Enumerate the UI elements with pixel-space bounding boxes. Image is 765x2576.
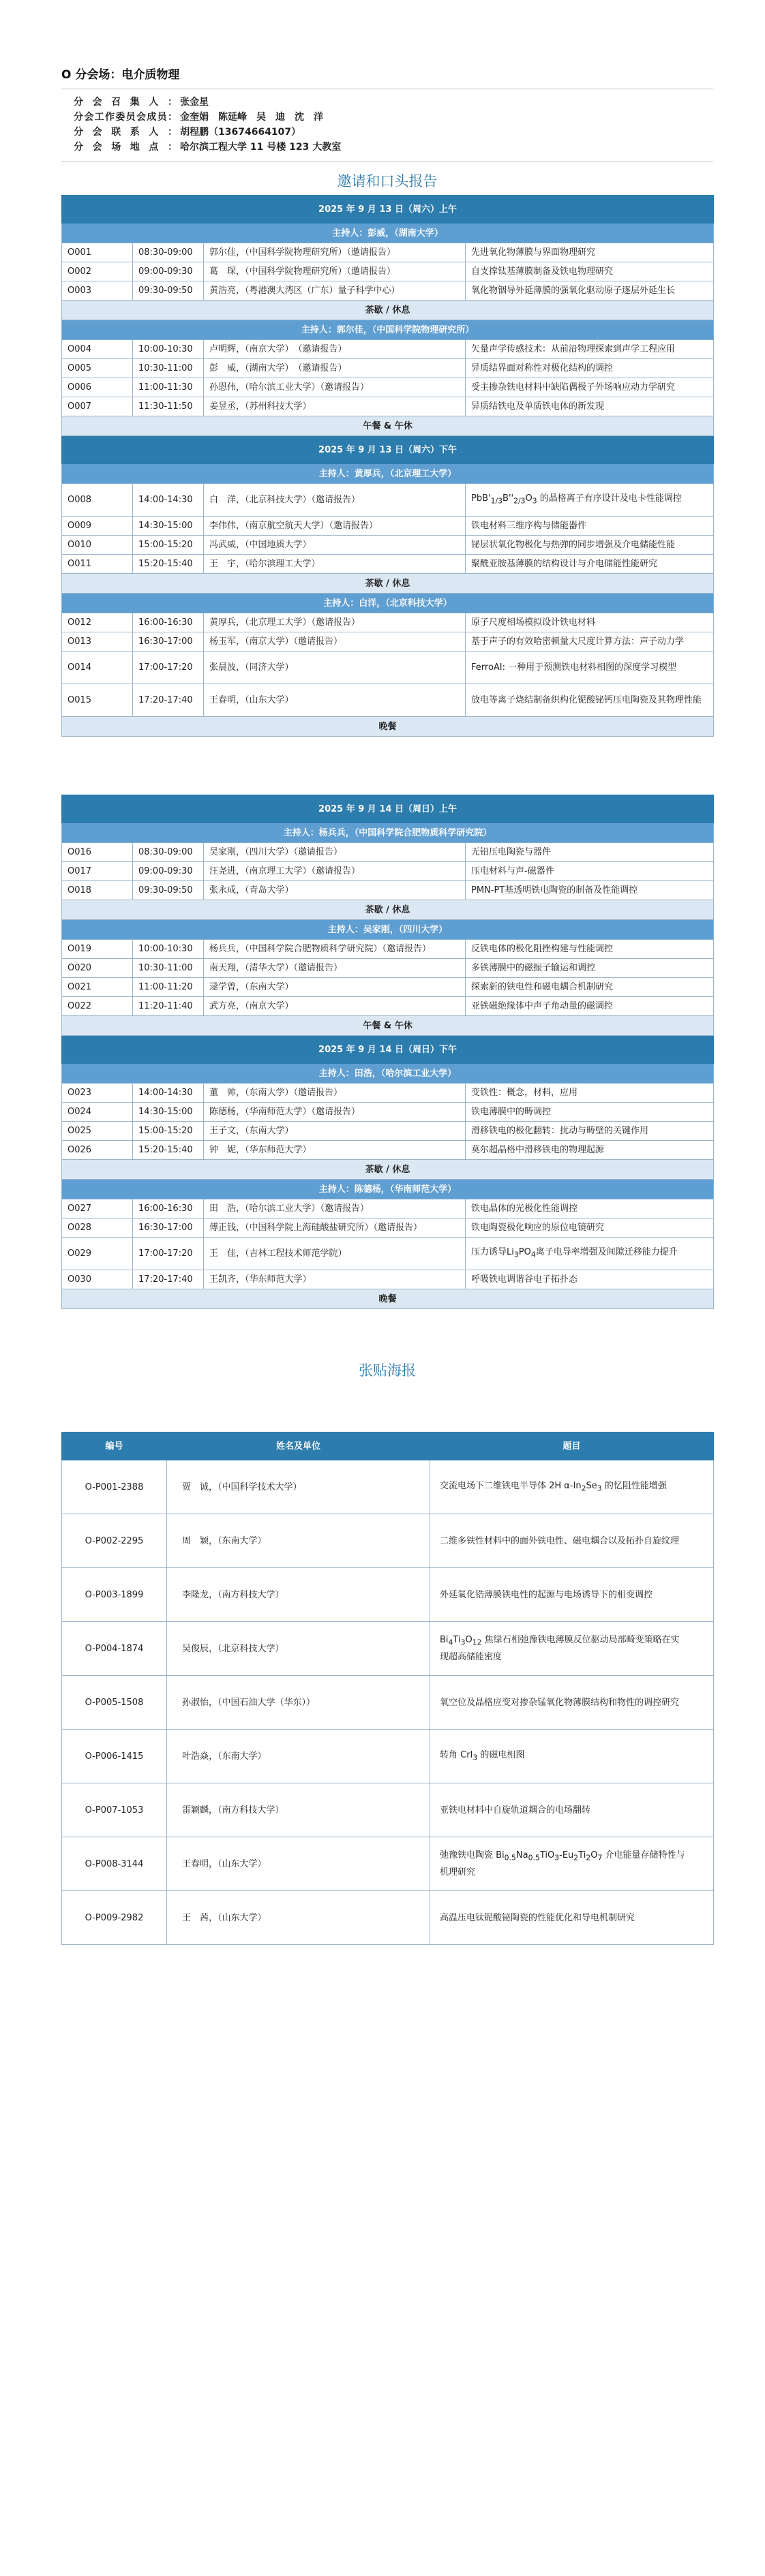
talk-row [62,1218,714,1238]
talk-speaker: 孙恩伟，（哈尔滨工业大学）（邀请报告） [204,378,466,397]
talk-row [62,359,714,378]
info-key: 分会联系人： [74,127,177,138]
talk-time: 10:30-11:00 [133,959,204,978]
poster-id: O-P005-1508 [62,1676,167,1730]
talk-title: 莫尔超晶格中滑移铁电的物理起源 [466,1141,714,1160]
talk-row [62,1141,714,1160]
talk-time: 10:00-10:30 [133,340,204,359]
talk-row [62,651,714,684]
talk-speaker: 彭 威，（湖南大学） （邀请报告） [204,359,466,378]
page [61,65,713,1945]
talk-id: O029 [62,1238,133,1270]
talk-id: O013 [62,632,133,651]
poster-heading: 张贴海报 [359,1362,416,1379]
talk-row [62,397,714,416]
talk-speaker: 王凯齐，（华东师范大学） [204,1270,466,1289]
poster-title: 弛豫铁电陶瓷 $Bi_{0.5}Na_{0.5}TiO_3-Eu_2Ti_2O_7$ 介电能量存储特性与机理研究 [430,1837,714,1891]
program-table [61,195,714,737]
talk-time: 17:20-17:40 [133,1270,204,1289]
spacer [61,1309,713,1357]
talk-time: 15:20-15:40 [133,1141,204,1160]
poster-row [62,1568,714,1622]
talk-row [62,1084,714,1103]
chair-row-label: 主持人：彭威，（湖南大学） [62,224,714,243]
poster-id: O-P006-1415 [62,1730,167,1783]
poster-row [62,1891,714,1945]
program-schedule [61,195,713,1309]
talk-title: FerroAI: 一种用于预测铁电材料相图的深度学习模型 [466,651,714,684]
talk-title: 铁电晶体的光极化性能调控 [466,1199,714,1218]
poster-title: $Bi_4Ti_3O_{12}$ 焦绿石相弛豫铁电薄膜反位驱动局部畸变策略在实现超高储能密度 [430,1622,714,1676]
talk-time: 09:00-09:30 [133,862,204,881]
break-row [62,1160,714,1180]
talk-speaker: 杨玉军，（南京大学）（邀请报告） [204,632,466,651]
poster-id: O-P001-2388 [62,1460,167,1514]
info-key: 分会召集人： [74,97,177,108]
talk-row [62,536,714,555]
poster-author: 叶浩焱，（东南大学） [167,1730,430,1783]
talk-row [62,684,714,717]
poster-title: 氧空位及晶格应变对掺杂锰氧化物薄膜结构和物性的调控研究 [430,1676,714,1730]
talk-row [62,1103,714,1122]
talk-title: 呼吸铁电调谐谷电子拓扑态 [466,1270,714,1289]
talk-speaker: 李伟伟，（南京航空航天大学）（邀请报告） [204,517,466,536]
break-row-label: 午餐 & 午休 [62,1016,714,1036]
talk-time: 09:30-09:50 [133,881,204,900]
talk-row [62,843,714,862]
info-value: 胡程鹏（13674664107） [180,127,301,138]
talk-speaker: 郭尔佳，（中国科学院物理研究所）（邀请报告） [204,243,466,262]
poster-id: O-P009-2982 [62,1891,167,1945]
talk-speaker: 杨兵兵，（中国科学院合肥物质科学研究院）（邀请报告） [204,940,466,959]
talk-title: 氧化物铟导外延薄膜的强氧化驱动原子逐层外延生长 [466,281,714,301]
talk-title: $PbB'_{1/3}B''_{2/3}O_3$ 的晶格离子有序设计及电卡性能调控 [466,484,714,517]
talk-row [62,862,714,881]
poster-row [62,1676,714,1730]
talk-time: 15:00-15:20 [133,536,204,555]
talk-speaker: 王春明，（山东大学） [204,684,466,717]
info-value: 张金星 [180,97,209,108]
chair-row [62,1064,714,1084]
break-row-label: 茶歇 / 休息 [62,574,714,594]
chair-row [62,224,714,243]
talk-id: O007 [62,397,133,416]
day-header [62,1036,714,1064]
talk-time: 14:00-14:30 [133,1084,204,1103]
talk-speaker: 张永成，（青岛大学） [204,881,466,900]
chair-row [62,920,714,940]
talk-title: 原子尺度相场模拟设计铁电材料 [466,613,714,632]
talk-title: 异质结界面对称性对极化结构的调控 [466,359,714,378]
talk-id: O009 [62,517,133,536]
poster-id: O-P008-3144 [62,1837,167,1891]
talk-time: 16:00-16:30 [133,1199,204,1218]
talk-speaker: 卢明辉，（南京大学） （邀请报告） [204,340,466,359]
talk-row [62,632,714,651]
talk-title: PMN-PT基透明铁电陶瓷的制备及性能调控 [466,881,714,900]
talk-id: O016 [62,843,133,862]
talk-row [62,1238,714,1270]
talk-title: 自支撑钛基薄膜制备及铁电物理研究 [466,262,714,281]
break-row [62,717,714,737]
talk-title: 压电材料与声-磁器件 [466,862,714,881]
talk-time: 10:30-11:00 [133,359,204,378]
talk-id: O026 [62,1141,133,1160]
break-row-label: 茶歇 / 休息 [62,900,714,920]
talk-id: O019 [62,940,133,959]
info-value: 金奎娟 陈延峰 吴 迪 沈 洋 [180,112,323,123]
talk-time: 14:30-15:00 [133,517,204,536]
talk-speaker: 武方亮，（南京大学） [204,997,466,1016]
poster-id: O-P003-1899 [62,1568,167,1622]
talk-id: O015 [62,684,133,717]
info-key: 分会场地点： [74,142,177,153]
talk-speaker: 王 宇，（哈尔滨理工大学） [204,555,466,574]
talk-id: O001 [62,243,133,262]
poster-author: 王春明，（山东大学） [167,1837,430,1891]
break-row-label: 晚餐 [62,1289,714,1309]
talk-title: 铁电材料三维序构与储能器件 [466,517,714,536]
info-row-convener [61,95,713,110]
info-row-contact [61,125,713,140]
poster-author: 孙淑怡，（中国石油大学（华东）） [167,1676,430,1730]
talk-time: 10:00-10:30 [133,940,204,959]
talk-title: 受主掺杂铁电材料中缺陷偶极子外场响应动力学研究 [466,378,714,397]
poster-title: 交流电场下二维铁电半导体 2H $\alpha-In_2Se_3$ 的忆阻性能增强 [430,1460,714,1514]
talk-id: O004 [62,340,133,359]
talk-time: 09:30-09:50 [133,281,204,301]
talk-speaker: 钟 妮，（华东师范大学） [204,1141,466,1160]
day-header-label: 2025 年 9 月 13 日（周六）下午 [62,436,714,464]
poster-title: 二维多铁性材料中的面外铁电性、磁电耦合以及拓扑自旋纹理 [430,1514,714,1568]
poster-author: 贾 诚，（中国科学技术大学） [167,1460,430,1514]
talk-id: O027 [62,1199,133,1218]
talk-row [62,262,714,281]
talk-id: O028 [62,1218,133,1238]
day-header-label: 2025 年 9 月 14 日（周日）下午 [62,1036,714,1064]
talk-title: 基于声子的有效哈密顿量大尺度计算方法：声子动力学 [466,632,714,651]
chair-row-label: 主持人：陈德杨，（华南师范大学） [62,1180,714,1199]
header-id: 编号 [62,1432,167,1460]
talk-time: 11:30-11:50 [133,397,204,416]
talk-time: 16:30-17:00 [133,632,204,651]
talk-row [62,1270,714,1289]
break-row [62,1289,714,1309]
talk-speaker: 吴家刚，（四川大学）（邀请报告） [204,843,466,862]
chair-row-label: 主持人：郭尔佳，（中国科学院物理研究所） [62,320,714,340]
talk-row [62,978,714,997]
talk-speaker: 南天翔，（清华大学）（邀请报告） [204,959,466,978]
talk-speaker: 冯武威，（中国地质大学） [204,536,466,555]
poster-title: 亚铁电材料中自旋轨道耦合的电场翻转 [430,1783,714,1837]
break-row [62,416,714,436]
talk-id: O003 [62,281,133,301]
poster-row [62,1783,714,1837]
break-row [62,1016,714,1036]
talk-title: 放电等离子烧结制备织构化铌酸铋钙压电陶瓷及其物理性能 [466,684,714,717]
talk-speaker: 王 佳，（吉林工程技术师范学院） [204,1238,466,1270]
talk-time: 16:00-16:30 [133,613,204,632]
talk-id: O030 [62,1270,133,1289]
talk-title: 先进氧化物薄膜与界面物理研究 [466,243,714,262]
poster-row [62,1514,714,1568]
talk-time: 09:00-09:30 [133,262,204,281]
talk-id: O018 [62,881,133,900]
talk-speaker: 黄厚兵，（北京理工大学）（邀请报告） [204,613,466,632]
talk-id: O021 [62,978,133,997]
talk-title: 铁电陶瓷极化响应的原位电镜研究 [466,1218,714,1238]
chair-row [62,464,714,484]
talk-speaker: 黄浩亮，（粤港澳大湾区（广东）量子科学中心） [204,281,466,301]
talk-title: 探索新的铁电性和磁电耦合机制研究 [466,978,714,997]
talk-row [62,243,714,262]
program-table [61,795,714,1309]
talk-time: 15:20-15:40 [133,555,204,574]
talk-id: O024 [62,1103,133,1122]
day-header-label: 2025 年 9 月 14 日（周日）上午 [62,795,714,823]
info-row-location [61,140,713,155]
poster-author: 王 茜，（山东大学） [167,1891,430,1945]
talk-title: 铁电薄膜中的畴调控 [466,1103,714,1122]
day-header-label: 2025 年 9 月 13 日（周六）上午 [62,196,714,224]
talk-id: O010 [62,536,133,555]
talk-time: 17:00-17:20 [133,651,204,684]
talk-title: 多铁薄膜中的磁振子输运和调控 [466,959,714,978]
talk-time: 14:30-15:00 [133,1103,204,1122]
chair-row-label: 主持人：黄厚兵，（北京理工大学） [62,464,714,484]
chair-row-label: 主持人：田浩，（哈尔滨工业大学） [62,1064,714,1084]
poster-title: 高温压电钛铌酸铋陶瓷的性能优化和导电机制研究 [430,1891,714,1945]
poster-author: 李隆龙，（南方科技大学） [167,1568,430,1622]
break-row [62,900,714,920]
talk-id: O008 [62,484,133,517]
talk-title: 异质结铁电及单质铁电体的新发现 [466,397,714,416]
talk-title: 滑移铁电的极化翻转：扰动与畴壁的关键作用 [466,1122,714,1141]
break-row [62,574,714,594]
talk-speaker: 董 帅，（东南大学）（邀请报告） [204,1084,466,1103]
talk-title: 无铅压电陶瓷与器件 [466,843,714,862]
talk-id: O017 [62,862,133,881]
talk-time: 11:00-11:30 [133,378,204,397]
info-value: 哈尔滨工程大学 11 号楼 123 大教室 [180,142,342,153]
talk-id: O014 [62,651,133,684]
talk-id: O022 [62,997,133,1016]
break-row-label: 茶歇 / 休息 [62,301,714,320]
talk-row [62,613,714,632]
poster-row [62,1837,714,1891]
header-author: 姓名及单位 [167,1432,430,1460]
talk-speaker: 王子文，（东南大学） [204,1122,466,1141]
talk-time: 08:30-09:00 [133,243,204,262]
session-title: O 分会场：电介质物理 [61,68,180,82]
talk-id: O025 [62,1122,133,1141]
talk-id: O005 [62,359,133,378]
chair-row-label: 主持人：吴家刚，（四川大学） [62,920,714,940]
talk-time: 16:30-17:00 [133,1218,204,1238]
break-row [62,301,714,320]
talk-row [62,997,714,1016]
talk-speaker: 姜昱丞，（苏州科技大学） [204,397,466,416]
talk-speaker: 陈德杨，（华南师范大学）（邀请报告） [204,1103,466,1122]
talk-row [62,1122,714,1141]
talk-id: O002 [62,262,133,281]
talk-time: 15:00-15:20 [133,1122,204,1141]
poster-row [62,1622,714,1676]
talk-time: 08:30-09:00 [133,843,204,862]
talk-time: 17:00-17:20 [133,1238,204,1270]
poster-author: 吴俊辰，（北京科技大学） [167,1622,430,1676]
chair-row-label: 主持人：杨兵兵，（中国科学院合肥物质科学研究院） [62,823,714,843]
talk-time: 14:00-14:30 [133,484,204,517]
chair-row [62,320,714,340]
talk-title: 亚铁磁绝缘体中声子角动量的磁调控 [466,997,714,1016]
day-header [62,436,714,464]
talk-title: 聚酰亚胺基薄膜的结构设计与介电储能性能研究 [466,555,714,574]
talk-id: O012 [62,613,133,632]
break-row-label: 茶歇 / 休息 [62,1160,714,1180]
day-header [62,196,714,224]
talk-row [62,940,714,959]
talk-row [62,484,714,517]
info-key: 分会工作委员会成员： [74,112,177,123]
poster-author: 雷颖麟，（南方科技大学） [167,1783,430,1837]
talk-speaker: 田 浩，（哈尔滨工业大学）（邀请报告） [204,1199,466,1218]
talk-title: 压力诱导$Li_3PO_4$离子电导率增强及间隙迁移能力提升 [466,1238,714,1270]
talk-row [62,881,714,900]
talk-speaker: 逯学曾，（东南大学） [204,978,466,997]
poster-table [61,1432,714,1945]
chair-row [62,594,714,613]
talk-row [62,1199,714,1218]
spacer [61,737,713,795]
talk-row [62,378,714,397]
invited-heading: 邀请和口头报告 [337,173,438,189]
poster-title: 外延氧化锆薄膜铁电性的起源与电场诱导下的相变调控 [430,1568,714,1622]
poster-id: O-P002-2295 [62,1514,167,1568]
talk-time: 11:00-11:20 [133,978,204,997]
chair-row-label: 主持人：白洋，（北京科技大学） [62,594,714,613]
talk-speaker: 白 洋，（北京科技大学）（邀请报告） [204,484,466,517]
talk-speaker: 汪尧进，（南京理工大学）（邀请报告） [204,862,466,881]
poster-header-row [62,1432,714,1460]
header-title: 题目 [430,1432,714,1460]
talk-row [62,555,714,574]
talk-row [62,959,714,978]
break-row-label: 晚餐 [62,717,714,737]
talk-time: 17:20-17:40 [133,684,204,717]
talk-speaker: 傅正钱，（中国科学院上海硅酸盐研究所）（邀请报告） [204,1218,466,1238]
chair-row [62,823,714,843]
talk-row [62,517,714,536]
session-info [61,89,713,162]
poster-id: O-P007-1053 [62,1783,167,1837]
talk-speaker: 张晨波，（同济大学） [204,651,466,684]
talk-row [62,340,714,359]
chair-row [62,1180,714,1199]
talk-title: 铋层状氧化物极化与热弹的同步增强及介电储能性能 [466,536,714,555]
talk-title: 矢量声学传感技术：从前沿物理探索到声学工程应用 [466,340,714,359]
talk-title: 反铁电体的极化阻挫构建与性能调控 [466,940,714,959]
talk-id: O011 [62,555,133,574]
day-header [62,795,714,823]
poster-author: 周 颖，（东南大学） [167,1514,430,1568]
talk-title: 变铁性：概念，材料，应用 [466,1084,714,1103]
talk-speaker: 葛 琛，（中国科学院物理研究所）（邀请报告） [204,262,466,281]
poster-row [62,1460,714,1514]
talk-id: O023 [62,1084,133,1103]
talk-id: O020 [62,959,133,978]
break-row-label: 午餐 & 午休 [62,416,714,436]
poster-row [62,1730,714,1783]
info-row-committee [61,110,713,125]
poster-id: O-P004-1874 [62,1622,167,1676]
talk-row [62,281,714,301]
talk-time: 11:20-11:40 [133,997,204,1016]
talk-id: O006 [62,378,133,397]
poster-title: 转角 CrI$_3$ 的磁电相图 [430,1730,714,1783]
spacer [61,1384,713,1432]
